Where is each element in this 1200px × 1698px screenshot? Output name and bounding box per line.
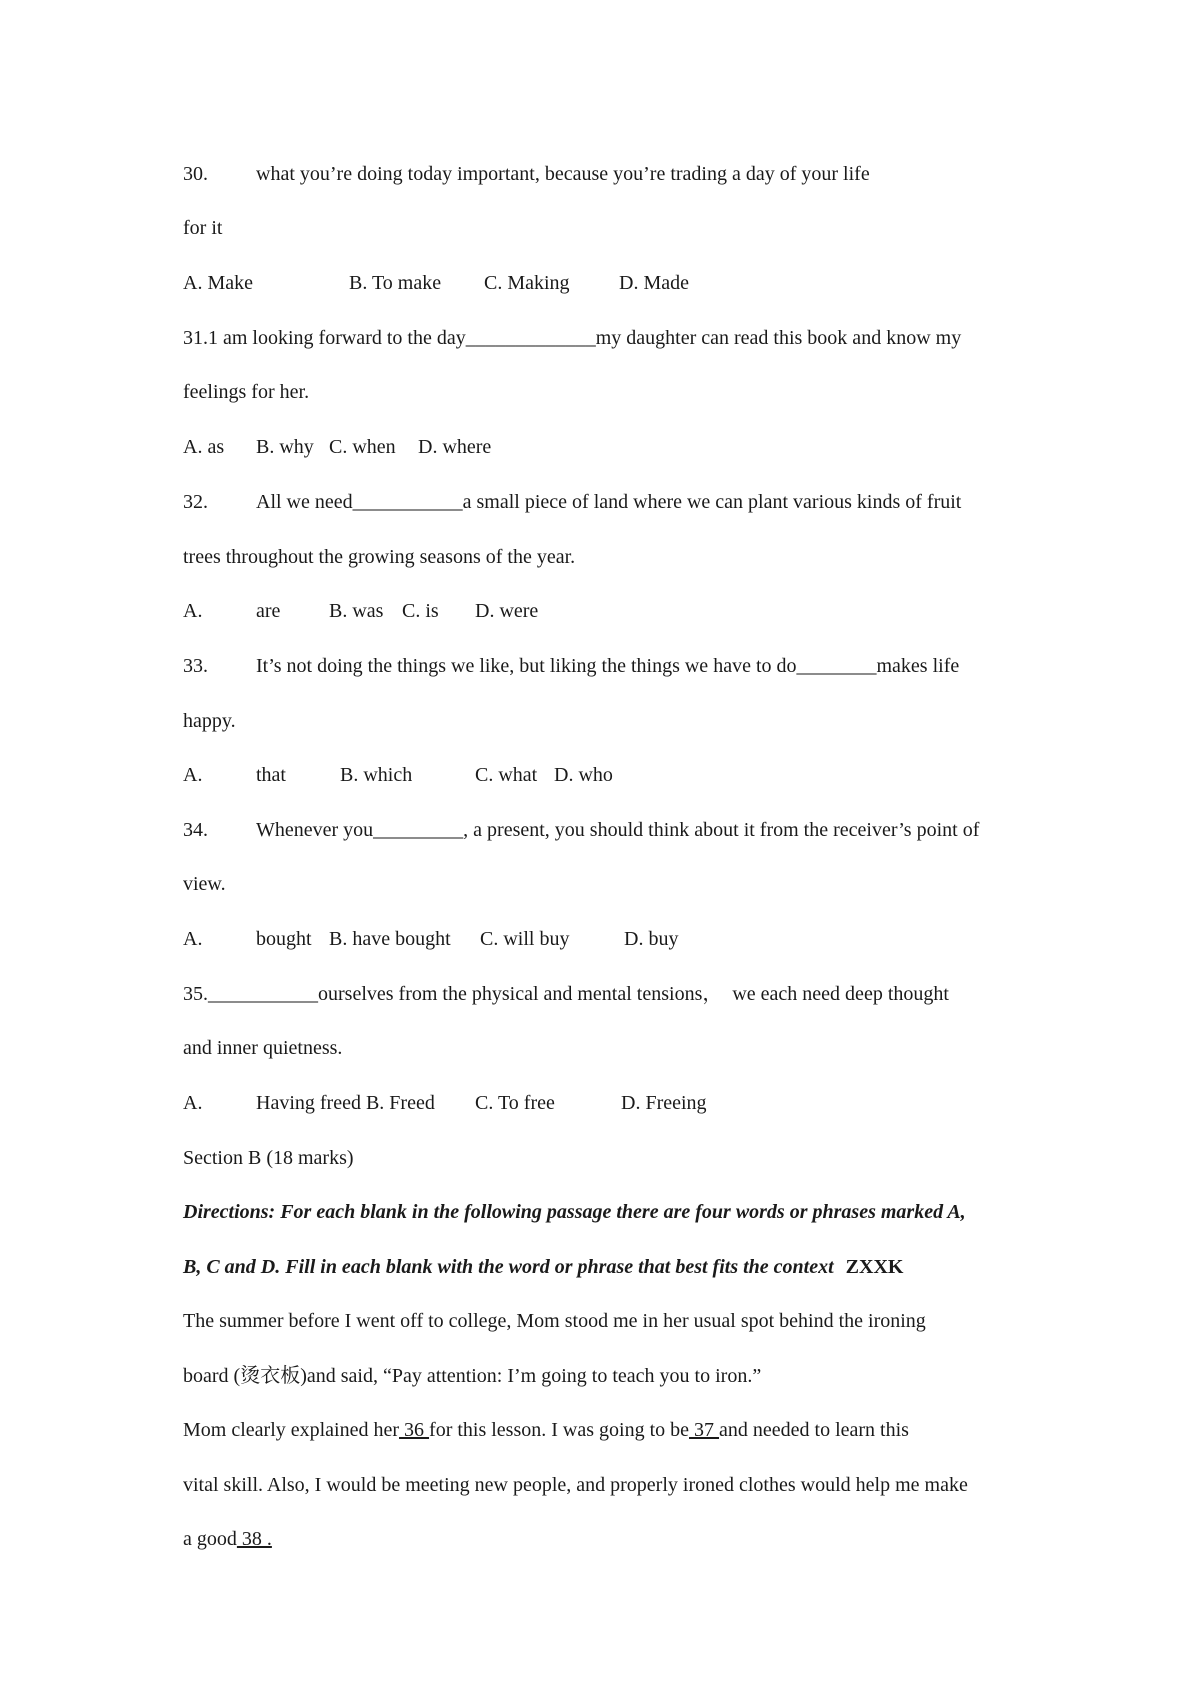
q35-option-d: D. Freeing bbox=[621, 1092, 707, 1114]
passage-text: Mom clearly explained her bbox=[183, 1419, 400, 1441]
q30-text: what you’re doing today important, because you’re trading a day of your life bbox=[256, 163, 870, 185]
directions-line-2 bbox=[183, 1254, 903, 1280]
q35-blank: ___________ bbox=[208, 983, 318, 1005]
q33-option-b: B. which bbox=[340, 764, 413, 786]
q30-number: 30. bbox=[183, 163, 208, 185]
q35-number: 35. bbox=[183, 983, 208, 1005]
blank-36: 36 bbox=[399, 1419, 430, 1441]
q33-options bbox=[183, 762, 613, 788]
q32-option-c: C. is bbox=[402, 600, 439, 622]
q32-option-a-text: are bbox=[256, 600, 281, 622]
q34-option-a-text: bought bbox=[256, 928, 312, 950]
directions-text: B, C and D. Fill in each blank with the word or phrase that best fits the context bbox=[183, 1256, 834, 1278]
q33-option-c: C. what bbox=[475, 764, 538, 786]
q34-option-b: B. have bought bbox=[329, 928, 451, 950]
q31-text-after: my daughter can read this book and know my bbox=[595, 327, 962, 349]
q34-text-before: Whenever you bbox=[256, 819, 374, 841]
q30-continuation: for it bbox=[183, 217, 223, 239]
q32-options bbox=[183, 598, 538, 624]
q33-blank: ________ bbox=[796, 655, 877, 677]
q33-option-a-text: that bbox=[256, 764, 286, 786]
q35-option-a-b: Having freed B. Freed bbox=[256, 1092, 435, 1114]
q31-stem bbox=[183, 325, 961, 351]
passage-text: and needed to learn this bbox=[719, 1419, 909, 1441]
passage-text: for this lesson. I was going to be bbox=[429, 1419, 690, 1441]
q33-stem bbox=[183, 653, 959, 679]
q32-option-b: B. was bbox=[329, 600, 384, 622]
q32-option-a-letter: A. bbox=[183, 600, 203, 622]
q35-option-a-letter: A. bbox=[183, 1092, 203, 1114]
q30-stem bbox=[183, 161, 870, 187]
q34-option-a-letter: A. bbox=[183, 928, 203, 950]
q32-continuation: trees throughout the growing seasons of the year. bbox=[183, 546, 576, 568]
q31-blank: _____________ bbox=[465, 327, 596, 349]
q31-options bbox=[183, 434, 491, 460]
q30-option-c: C. Making bbox=[484, 272, 570, 294]
q34-number: 34. bbox=[183, 819, 208, 841]
passage-text: a good bbox=[183, 1528, 237, 1550]
passage-p2-line-1 bbox=[183, 1417, 909, 1443]
q35-continuation: and inner quietness. bbox=[183, 1037, 343, 1059]
q34-options bbox=[183, 926, 678, 952]
q31-option-d: D. where bbox=[418, 436, 492, 458]
q30-option-a: A. Make bbox=[183, 272, 253, 294]
q31-option-a: A. as bbox=[183, 436, 225, 458]
q34-option-c: C. will buy bbox=[480, 928, 570, 950]
q32-text-before: All we need bbox=[256, 491, 353, 513]
q31-text-before: 31.1 am looking forward to the day bbox=[183, 327, 466, 349]
q31-continuation: feelings for her. bbox=[183, 381, 310, 403]
q30-options bbox=[183, 270, 689, 296]
blank-38: 38 . bbox=[236, 1528, 272, 1550]
q32-number: 32. bbox=[183, 491, 208, 513]
q33-option-d: D. who bbox=[554, 764, 613, 786]
passage-p1-line-2: board (烫衣板)and said, “Pay attention: I’m going to teach you to iron.” bbox=[183, 1365, 762, 1387]
q32-stem bbox=[183, 489, 961, 515]
directions-tag: ZXXK bbox=[845, 1256, 904, 1278]
q32-text-after: a small piece of land where we can plant various kinds of fruit bbox=[462, 491, 962, 513]
q32-blank: ___________ bbox=[352, 491, 463, 513]
q33-option-a-letter: A. bbox=[183, 764, 203, 786]
q35-text-after: ourselves from the physical and mental tensions， we each need deep thought bbox=[318, 983, 949, 1005]
q33-text-after: makes life bbox=[876, 655, 960, 677]
passage-p2-line-2: vital skill. Also, I would be meeting new people, and properly ironed clothes would help me make bbox=[183, 1474, 968, 1496]
q35-option-c: C. To free bbox=[475, 1092, 555, 1114]
q35-stem bbox=[183, 981, 949, 1007]
q34-stem bbox=[183, 817, 979, 843]
q34-continuation: view. bbox=[183, 873, 226, 895]
q35-options bbox=[183, 1090, 707, 1116]
blank-37: 37 bbox=[689, 1419, 720, 1441]
q33-continuation: happy. bbox=[183, 710, 236, 732]
passage-p1-line-1: The summer before I went off to college, Mom stood me in her usual spot behind the ironing bbox=[183, 1310, 926, 1332]
q32-option-d: D. were bbox=[475, 600, 539, 622]
q34-blank: _________ bbox=[373, 819, 464, 841]
q31-option-b: B. why bbox=[256, 436, 314, 458]
q33-text-before: It’s not doing the things we like, but liking the things we have to do bbox=[256, 655, 797, 677]
q34-option-d: D. buy bbox=[624, 928, 679, 950]
section-b-heading: Section B (18 marks) bbox=[183, 1147, 354, 1169]
directions-line-1: Directions: For each blank in the following passage there are four words or phrases marked A, bbox=[183, 1201, 966, 1223]
q30-option-b: B. To make bbox=[349, 272, 442, 294]
q34-text-after: , a present, you should think about it from the receiver’s point of bbox=[463, 819, 980, 841]
passage-p2-line-3 bbox=[183, 1526, 272, 1552]
q30-option-d: D. Made bbox=[619, 272, 689, 294]
q33-number: 33. bbox=[183, 655, 208, 677]
q31-option-c: C. when bbox=[329, 436, 396, 458]
